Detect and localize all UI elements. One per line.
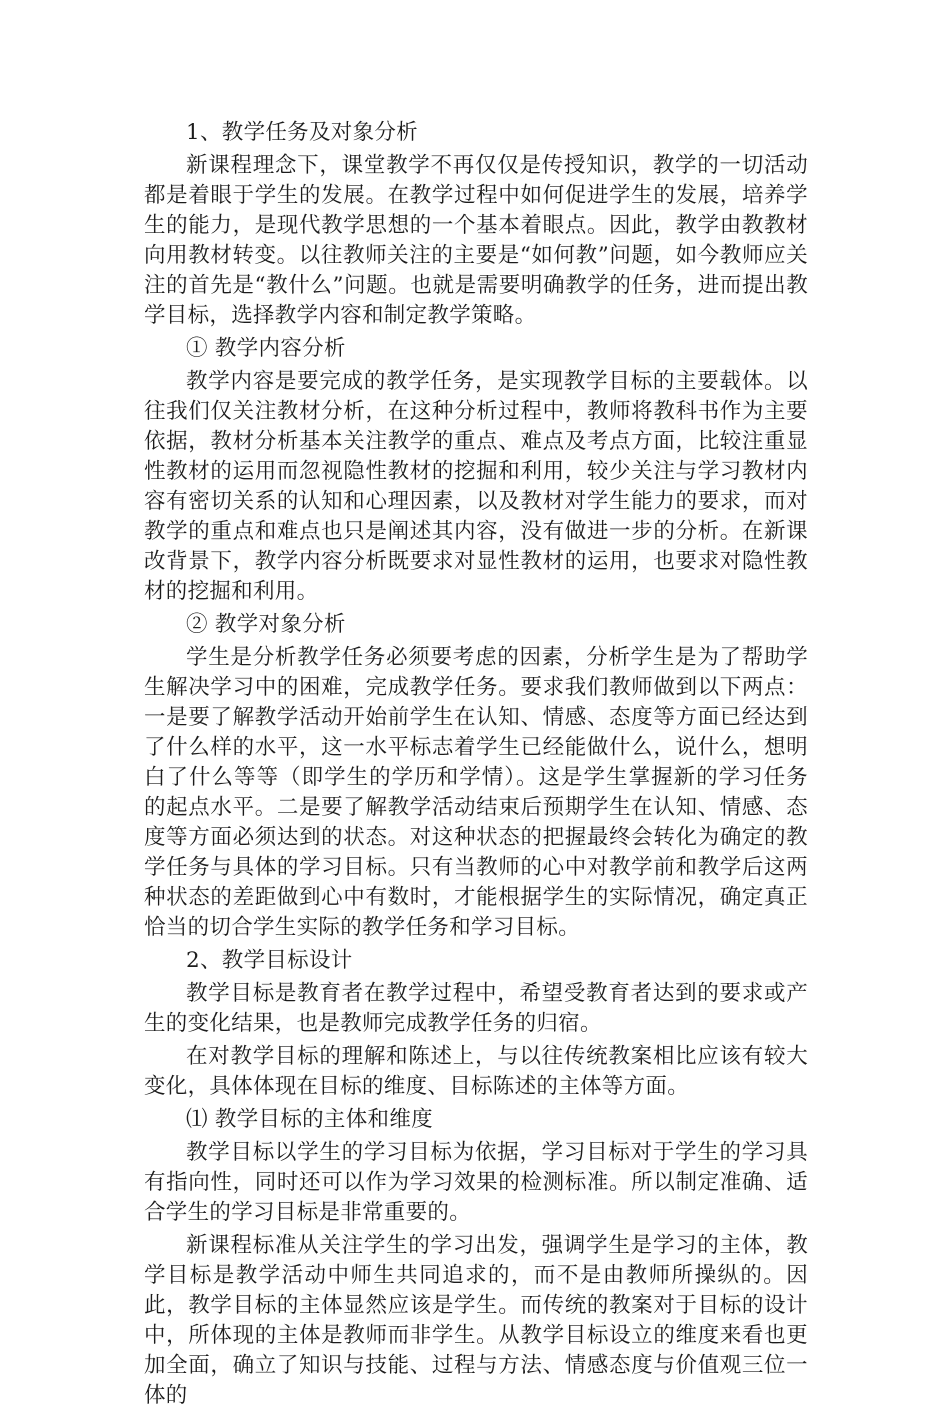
paragraph-new-standard: 新课程标准从关注学生的学习出发，强调学生是学习的主体，教学目标是教学活动中师生共同追求的，而不是由教师所操纵的。因此，教学目标的主体显然应该是学生。而传统的教案对于目标的设计中，所体现的主体是教师而非学生。从教学目标设立的维度来看也更加全面，确立了知识与技能、过程与方法、情感态度与价值观三位一体的: [144, 1233, 808, 1408]
paragraph-intro: 新课程理念下，课堂教学不再仅仅是传授知识，教学的一切活动都是着眼于学生的发展。在教学过程中如何促进学生的发展，培养学生的能力，是现代教学思想的一个基本着眼点。因此，教学由教教材向用教材转变。以往教师关注的主要是“如何教”问题，如今教师应关注的首先是“教什么”问题。也就是需要明确教学的任务，进而提出教学目标，选择教学内容和制定教学策略。: [144, 153, 808, 328]
section-heading-1: 1、教学任务及对象分析: [186, 120, 418, 145]
section-heading-2: 2、教学目标设计: [186, 948, 353, 973]
subsection-heading-content-analysis: ① 教学内容分析: [186, 336, 346, 361]
paragraph-goal-statement: 在对教学目标的理解和陈述上，与以往传统教案相比应该有较大变化，具体体现在目标的维度、目标陈述的主体等方面。: [144, 1044, 808, 1099]
subsection-heading-goal-subject: ⑴ 教学目标的主体和维度: [186, 1107, 433, 1132]
paragraph-object-analysis: 学生是分析教学任务必须要考虑的因素，分析学生是为了帮助学生解决学习中的困难，完成教学任务。要求我们教师做到以下两点：一是要了解教学活动开始前学生在认知、情感、态度等方面已经达到了什么样的水平，这一水平标志着学生已经能做什么，说什么，想明白了什么等等（即学生的学历和学情）。这是学生掌握新的学习任务的起点水平。二是要了解教学活动结束后预期学生在认知、情感、态度等方面必须达到的状态。对这种状态的把握最终会转化为确定的教学任务与具体的学习目标。只有当教师的心中对教学前和教学后这两种状态的差距做到心中有数时，才能根据学生的实际情况，确定真正恰当的切合学生实际的教学任务和学习目标。: [144, 645, 808, 940]
paragraph-goal-definition: 教学目标是教育者在教学过程中，希望受教育者达到的要求或产生的变化结果，也是教师完成教学任务的归宿。: [144, 981, 808, 1036]
paragraph-content-analysis: 教学内容是要完成的教学任务，是实现教学目标的主要载体。以往我们仅关注教材分析，在这种分析过程中，教师将教科书作为主要依据，教材分析基本关注教学的重点、难点及考点方面，比较注重显性教材的运用而忽视隐性教材的挖掘和利用，较少关注与学习教材内容有密切关系的认知和心理因素，以及教材对学生能力的要求，而对教学的重点和难点也只是阐述其内容，没有做进一步的分析。在新课改背景下，教学内容分析既要求对显性教材的运用，也要求对隐性教材的挖掘和利用。: [144, 369, 808, 604]
subsection-heading-object-analysis: ② 教学对象分析: [186, 612, 346, 637]
document-body: [144, 118, 808, 1414]
paragraph-goal-basis: 教学目标以学生的学习目标为依据，学习目标对于学生的学习具有指向性，同时还可以作为学习效果的检测标准。所以制定准确、适合学生的学习目标是非常重要的。: [144, 1140, 808, 1225]
